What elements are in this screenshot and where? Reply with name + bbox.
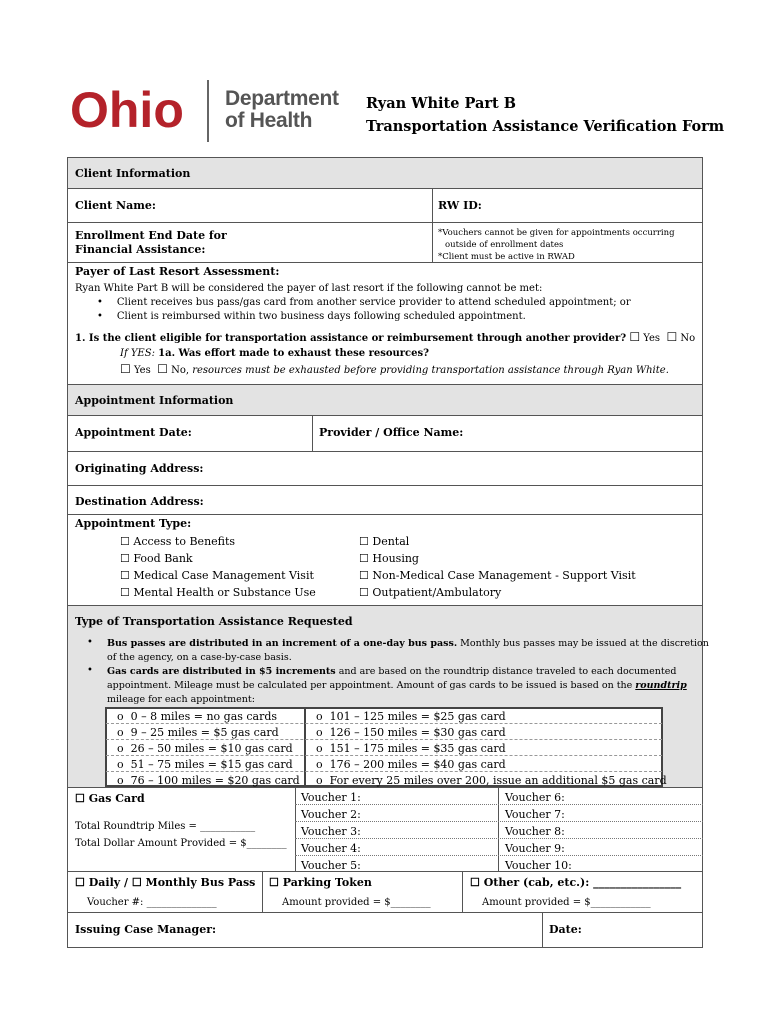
appointment-type-label: Appointment Type: xyxy=(75,517,192,530)
exhaust-no-checkbox[interactable]: ☐ xyxy=(157,362,168,376)
payer-title: Payer of Last Resort Assessment: xyxy=(75,265,280,278)
bus-voucher-number[interactable]: Voucher #: ______________ xyxy=(87,897,217,908)
appointment-section-title: Appointment Information xyxy=(75,394,234,407)
logo-divider xyxy=(207,80,209,142)
mileage-row: o 76 – 100 miles = $20 gas card xyxy=(117,774,300,787)
enrollment-notes: *Vouchers cannot be given for appointments occurring outside of enrollment dates *Client must be active in RWAD xyxy=(438,228,675,262)
daily-bus-pass-checkbox[interactable]: ☐ xyxy=(75,876,85,889)
mileage-row: o 176 – 200 miles = $40 gas card xyxy=(316,758,506,771)
type-medical-case-management[interactable]: ☐ Medical Case Management Visit xyxy=(120,569,314,582)
mileage-row: o 0 – 8 miles = no gas cards xyxy=(117,710,278,723)
vouchers-left xyxy=(301,789,361,874)
parking-token-option[interactable]: ☐ Parking Token xyxy=(269,876,372,889)
voucher-field[interactable]: Voucher 5: xyxy=(301,859,361,872)
other-amount[interactable]: Amount provided = $____________ xyxy=(482,897,651,908)
client-name-label[interactable]: Client Name: xyxy=(75,199,156,212)
dept-line-1: Department xyxy=(225,87,339,110)
mileage-row: o 151 – 175 miles = $35 gas card xyxy=(316,742,506,755)
destination-address-label[interactable]: Destination Address: xyxy=(75,495,204,508)
exhaust-yes-checkbox[interactable]: ☐ xyxy=(120,362,131,376)
gas-card-text: Gas cards are distributed in $5 increments and are based on the roundtrip distance traveled to each documented appointment. Mileage must be calculated per appointment. Amount of gas cards to be issued is based on the roundtrip mileage for each appointment: xyxy=(107,666,687,705)
type-access-to-benefits[interactable]: ☐ Access to Benefits xyxy=(120,535,236,548)
eligible-yes-checkbox[interactable]: ☐ xyxy=(629,330,641,344)
mileage-row: o 126 – 150 miles = $30 gas card xyxy=(316,726,506,739)
transport-section-title: Type of Transportation Assistance Requested xyxy=(75,615,353,628)
department-name xyxy=(225,88,339,132)
type-dental[interactable]: ☐ Dental xyxy=(359,535,410,548)
voucher-field[interactable]: Voucher 9: xyxy=(505,842,565,855)
form-title xyxy=(366,92,724,138)
bus-pass-option: ☐ Daily / ☐ Monthly Bus Pass xyxy=(75,876,256,889)
form-title-line-1: Ryan White Part B xyxy=(366,95,517,112)
other-option[interactable]: ☐ Other (cab, etc.): ________________ xyxy=(470,876,682,889)
svg-text:Ohio: Ohio xyxy=(70,84,184,132)
form-title-line-2: Transportation Assistance Verification Form xyxy=(366,118,725,135)
parking-amount[interactable]: Amount provided = $________ xyxy=(282,897,431,908)
mileage-left-column xyxy=(117,709,300,789)
type-non-medical-case-management[interactable]: ☐ Non-Medical Case Management - Support Visit xyxy=(359,569,636,582)
originating-address-label[interactable]: Originating Address: xyxy=(75,462,204,475)
appointment-types-right xyxy=(359,533,636,601)
voucher-field[interactable]: Voucher 8: xyxy=(505,825,565,838)
client-section-title: Client Information xyxy=(75,167,191,180)
gas-card-bullet: • xyxy=(87,665,93,676)
mileage-row: o 101 – 125 miles = $25 gas card xyxy=(316,710,506,723)
total-roundtrip-miles[interactable]: Total Roundtrip Miles = ___________ xyxy=(75,821,256,832)
mileage-row: o 26 – 50 miles = $10 gas card xyxy=(117,742,293,755)
voucher-field[interactable]: Voucher 2: xyxy=(301,808,361,821)
type-housing[interactable]: ☐ Housing xyxy=(359,552,419,565)
voucher-field[interactable]: Voucher 4: xyxy=(301,842,361,855)
issuing-case-manager-label[interactable]: Issuing Case Manager: xyxy=(75,923,217,936)
total-dollar-amount[interactable]: Total Dollar Amount Provided = $________ xyxy=(75,838,287,849)
mileage-row: o 9 – 25 miles = $5 gas card xyxy=(117,726,279,739)
voucher-field[interactable]: Voucher 7: xyxy=(505,808,565,821)
exhaust-question: If YES: 1a. Was effort made to exhaust these resources? xyxy=(120,348,429,359)
voucher-field[interactable]: Voucher 10: xyxy=(505,859,572,872)
gas-card-option[interactable]: ☐ Gas Card xyxy=(75,792,145,805)
enrollment-end-date-label[interactable]: Enrollment End Date for Financial Assistance: xyxy=(75,229,227,256)
eligible-no-checkbox[interactable]: ☐ xyxy=(666,330,678,344)
mileage-row: o For every 25 miles over 200, issue an additional $5 gas card xyxy=(316,774,667,787)
voucher-field[interactable]: Voucher 1: xyxy=(301,791,361,804)
appointment-types-left xyxy=(120,533,316,601)
ohio-logo xyxy=(70,84,194,136)
exhaust-answers: ☐ Yes ☐ No, resources must be exhausted before providing transportation assistance through Ryan White. xyxy=(120,362,669,376)
vouchers-right xyxy=(505,789,572,874)
voucher-field[interactable]: Voucher 6: xyxy=(505,791,565,804)
dept-line-2: of Health xyxy=(225,109,313,132)
monthly-bus-pass-checkbox[interactable]: ☐ xyxy=(131,876,142,889)
rw-id-label[interactable]: RW ID: xyxy=(438,199,482,212)
mileage-right-column xyxy=(316,709,667,789)
appointment-date-label[interactable]: Appointment Date: xyxy=(75,426,192,439)
payer-bullet-1: • Client receives bus pass/gas card from another service provider to attend scheduled appointment; or xyxy=(97,297,631,308)
voucher-field[interactable]: Voucher 3: xyxy=(301,825,361,838)
provider-name-label[interactable]: Provider / Office Name: xyxy=(319,426,464,439)
eligibility-question: 1. Is the client eligible for transportation assistance or reimbursement through another provider? ☐ Yes ☐ No xyxy=(75,330,696,344)
type-food-bank[interactable]: ☐ Food Bank xyxy=(120,552,193,565)
bus-pass-bullet: • xyxy=(87,637,93,648)
bus-pass-text: Bus passes are distributed in an increment of a one-day bus pass. Monthly bus passes may be issued at the discretion of the agency, on a case-by-case basis. xyxy=(107,638,709,663)
payer-bullet-2: • Client is reimbursed within two business days following scheduled appointment. xyxy=(97,311,526,322)
mileage-row: o 51 – 75 miles = $15 gas card xyxy=(117,758,293,771)
type-mental-health[interactable]: ☐ Mental Health or Substance Use xyxy=(120,586,316,599)
payer-intro: Ryan White Part B will be considered the payer of last resort if the following cannot be met: xyxy=(75,283,543,294)
type-outpatient[interactable]: ☐ Outpatient/Ambulatory xyxy=(359,586,502,599)
date-label[interactable]: Date: xyxy=(549,923,582,936)
ohio-logo-icon xyxy=(70,84,194,132)
